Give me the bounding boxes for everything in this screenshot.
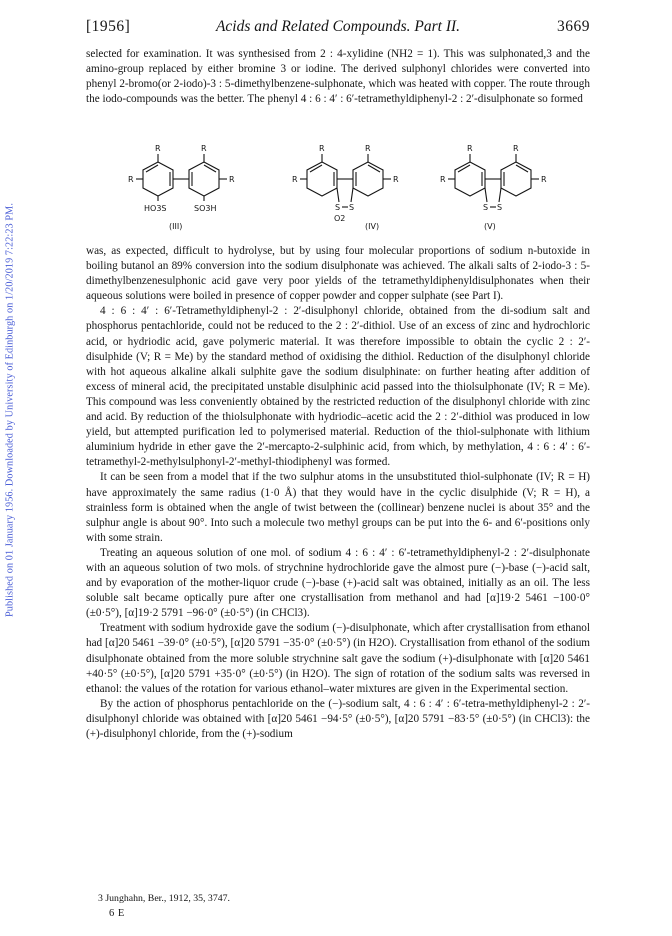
- III-so3h-left: HO3S: [144, 204, 167, 213]
- structure-figure: [86, 129, 590, 239]
- V-r-right: R: [541, 175, 547, 184]
- IV-r-top-right: R: [365, 144, 371, 153]
- compound-III-structure: [136, 154, 227, 201]
- compound-IV-label: (IV): [365, 222, 380, 231]
- compound-V-label: (V): [484, 222, 496, 231]
- paragraph-6: Treatment with sodium hydroxide gave the sodium (−)-disulphonate, which after crystallisation from ethanol had [α]20 5461 −39·0° (±0·5°), [α]20 5791 −35·0° (±0·5°) (in H2O). Crystallisation from ethanol of the sodium disulphonate obtained from the more soluble strychnine salt gave the sodium (+)-disulphonate with [α]20 5461 +40·5° (±0·5°), [α]20 5791 +35·0° (±0·5°) (in H2O). The sign of rotation of the sodium salts was reversed in ethanol: the values of the rotation for various ethanol–water mixtures are given in the Experimental section.: [86, 622, 590, 695]
- page-number: 3669: [557, 18, 590, 35]
- III-r-right: R: [229, 175, 235, 184]
- paragraph-2: was, as expected, difficult to hydrolyse, but by using four molecular proportions of sodium n-butoxide in boiling butanol an 89% conversion into the sodium disulphonate was achieved. The alkali salts of 2-iodo-3 : 5-dimethylbenzenesulphonic acid gave very poor yields of the tetramethyldiphenyldisulphonates when their aqueous solutions were boiled in presence of copper powder and copper sulphate (see Part I).: [86, 245, 590, 303]
- paragraph-3: 4 : 6 : 4′ : 6′-Tetramethyldiphenyl-2 : 2′-disulphonyl chloride, obtained from the di-sodium salt and phosphorus pentachloride, could not be reduced to the 2 : 2′-dithiol. Use of an excess of zinc and hydrochloric acid, or hydriodic acid, gave polymeric material. It was therefore impossible to obtain the cyclic 2 : 2′-disulphide (V; R = Me) by the standard method of oxidising the dithiol. Reduction of the disulphonyl chloride with hot aqueous alkaline alkali sulphite gave the sodium disulphinate: on further heating after addition of excess of mineral acid, the precipitated unstable disulphinic acid passed into the thiolsulphonate (IV; R = Me). This compound was less conveniently obtained by the restricted reduction of the disulphonyl chloride with zinc and acid. By reduction of the thiolsulphonate with hydriodic–acetic acid the 2 : 2′-dithiol was produced in low yield, but attempted purification led to polymerised material. Reduction of the thiol-sulphonate with lithium aluminium hydride in ether gave the 2′-mercapto-2-sulphinic acid, from which, by methylation, 4 : 6 : 4′ : 6′-tetramethyl-2-methylsulphonyl-2′-methyl-thiodiphenyl was formed.: [86, 305, 590, 469]
- IV-s-right: S: [349, 203, 355, 212]
- header-title: Acids and Related Compounds. Part II.: [215, 18, 461, 35]
- paragraph-5: Treating an aqueous solution of one mol. of sodium 4 : 6 : 4′ : 6′-tetramethyldiphenyl-2 : 2′-disulphonate with an aqueous solution of two mols. of strychnine hydrochloride gave the almost pure (−)-base (−)-acid salt, and by evaporation of the mother-liquor crude (−)-base (+)-acid salt was obtained, initially as an oil. The less soluble salt became optically pure after one crystallisation from methanol and had [α]19·2 5461 −100·0° (±0·5°), [α]19·2 5791 −96·0° (±0·5°) (in CHCl3).: [86, 546, 590, 620]
- V-r-top-right: R: [513, 144, 519, 153]
- III-r-top-right: R: [201, 144, 207, 153]
- compound-IV-structure: [300, 154, 391, 207]
- III-r-left: R: [128, 175, 134, 184]
- IV-r-top-left: R: [319, 144, 325, 153]
- III-so3h-right: SO3H: [194, 204, 217, 213]
- header-year: [1956]: [86, 18, 131, 35]
- publication-sidenote-text: Published on 01 January 1956. Downloaded by University of Edinburgh on 1/20/2019 7:22:23 PM.: [4, 203, 16, 617]
- IV-r-right: R: [393, 175, 399, 184]
- structures-svg: [86, 129, 590, 239]
- compound-III-label: (III): [169, 222, 183, 231]
- V-r-left: R: [440, 175, 446, 184]
- footnote: 3 Junghahn, Ber., 1912, 35, 3747.: [98, 893, 230, 904]
- article-body: [86, 47, 590, 742]
- publication-sidenote: [2, 150, 18, 670]
- signature-mark: 6 E: [109, 908, 125, 919]
- paragraph-7: By the action of phosphorus pentachloride on the (−)-sodium salt, 4 : 6 : 4′ : 6′-tetra-methyldiphenyl-2 : 2′-disulphonyl chloride was obtained with [α]20 5461 −94·5° (±0·5°), [α]20 5791 −83·5° (±0·5°) (in CHCl3): the (+)-disulphonyl chloride, from the (+)-sodium: [86, 697, 590, 740]
- paragraph-1: selected for examination. It was synthesised from 2 : 4-xylidine (NH2 = 1). This was sulphonated,3 and the amino-group replaced by either bromine 3 or iodine. The derived sulphonyl chlorides were converted into phenyl 2-bromo(or 2-iodo)-3 : 5-dimethylbenzene-sulphonate, which was heated with copper. The route through the iodo-compounds was the better. The phenyl 4 : 6 : 4′ : 6′-tetramethyldiphenyl-2 : 2′-disulphonate so formed: [86, 48, 590, 106]
- IV-s-left: S: [335, 203, 341, 212]
- V-r-top-left: R: [467, 144, 473, 153]
- IV-o2: O2: [334, 214, 346, 223]
- compound-V-structure: [448, 154, 539, 207]
- IV-r-left: R: [292, 175, 298, 184]
- paragraph-4: It can be seen from a model that if the two sulphur atoms in the unsubstituted thiol-sulphonate (IV; R = H) have approximately the same radius (1·0 Å) that they would have in the cyclic disulphide (V; R = H), a strainless form is obtained when the angle of twist between the (collinear) benzene nuclei is about 35° and the sulphur angle is about 90°. Into such a molecule two methyl groups can be put into the 6- and 6′-positions only with some strain.: [86, 471, 590, 544]
- running-header: [86, 18, 590, 40]
- V-s-right: S: [497, 203, 503, 212]
- V-s-left: S: [483, 203, 489, 212]
- III-r-top-left: R: [155, 144, 161, 153]
